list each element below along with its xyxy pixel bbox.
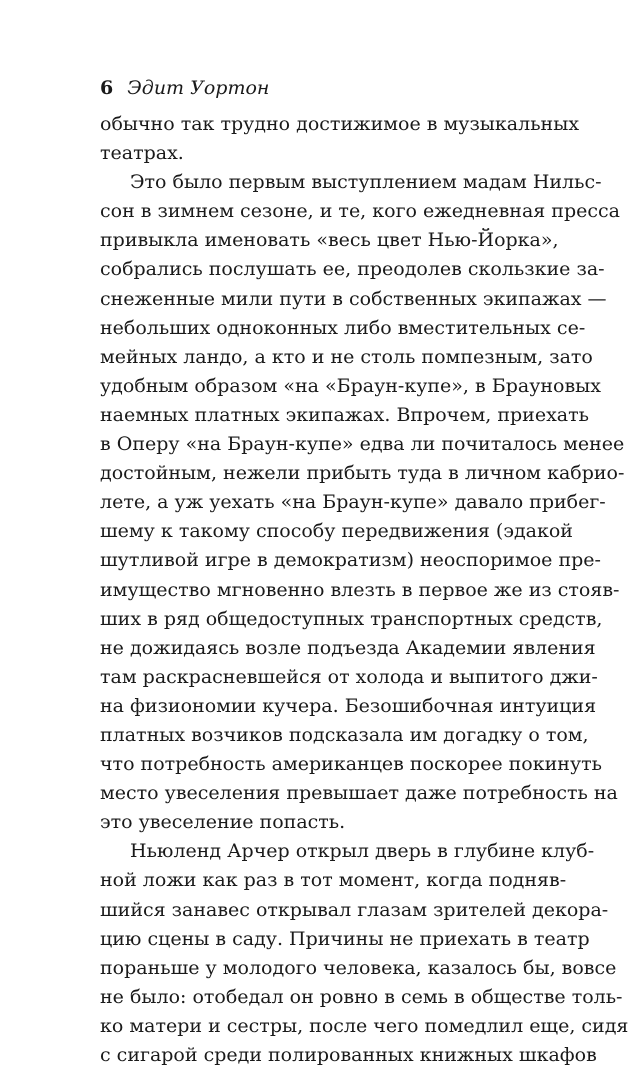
text-line: там раскрасневшейся от холода и выпитого джи- (100, 665, 598, 688)
running-head (100, 76, 269, 100)
paragraph-first-line: Это было первым выступлением мадам Нильс- (130, 171, 602, 194)
text-line: обычно так трудно достижимое в музыкальных (100, 113, 580, 135)
text-line: небольших одноконных либо вместительных се- (100, 316, 586, 339)
text-line: сон в зимнем сезоне, и те, кого ежедневная пресса (100, 200, 620, 223)
text-line: место увеселения превышает даже потребность на (100, 782, 618, 805)
text-line: что потребность американцев поскорее покинуть (100, 753, 602, 776)
text-line: в Оперу «на Браун-купе» едва ли почиталось менее (100, 433, 625, 456)
text-line: шийся занавес открывал глазам зрителей декора- (100, 898, 609, 921)
text-line: собрались послушать ее, преодолев скользкие за- (100, 258, 605, 281)
text-line: это увеселение попасть. (100, 811, 346, 834)
text-line: ших в ряд общедоступных транспортных средств, (100, 607, 603, 630)
running-head-title: Эдит Уортон (127, 77, 270, 99)
text-line: имущество мгновенно влезть в первое же из стояв- (100, 578, 620, 601)
text-line: не было: отобедал он ровно в семь в обществе толь- (100, 985, 623, 1008)
text-line: на физиономии кучера. Безошибочная интуиция (100, 694, 597, 717)
text-line: шему к такому способу передвижения (эдакой (100, 520, 573, 543)
text-line: снеженные мили пути в собственных экипажах — (100, 287, 607, 310)
text-line: с сигарой среди полированных книжных шкафов (100, 1044, 597, 1066)
text-line: наемных платных экипажах. Впрочем, приехать (100, 403, 589, 426)
text-line: ной ложи как раз в тот момент, когда подняв- (100, 869, 567, 892)
text-line: удобным образом «на «Браун-купе», в Брауновых (100, 374, 602, 397)
text-line: платных возчиков подсказала им догадку о том, (100, 723, 589, 746)
text-line: мейных ландо, а кто и не столь помпезным, зато (100, 345, 593, 368)
page-number: 6 (100, 77, 114, 99)
text-line: пораньше у молодого человека, казалось бы, вовсе (100, 956, 617, 979)
text-line: лете, а уж уехать «на Браун-купе» давало прибег- (100, 491, 606, 514)
text-line: театрах. (100, 142, 184, 165)
text-line: ко матери и сестры, после чего помедлил еще, сидя (100, 1014, 629, 1037)
text-line: достойным, нежели прибыть туда в личном кабрио- (100, 462, 625, 485)
text-line: привыкла именовать «весь цвет Нью-Йорка», (100, 229, 559, 252)
paragraph-first-line: Ньюленд Арчер открыл дверь в глубине клуб- (130, 840, 595, 863)
body-text (100, 110, 629, 1070)
text-line: цию сцены в саду. Причины не приехать в театр (100, 927, 590, 950)
text-line: не дожидаясь возле подъезда Академии явления (100, 636, 596, 659)
text-line: шутливой игре в демократизм) неоспоримое пре- (100, 549, 601, 572)
